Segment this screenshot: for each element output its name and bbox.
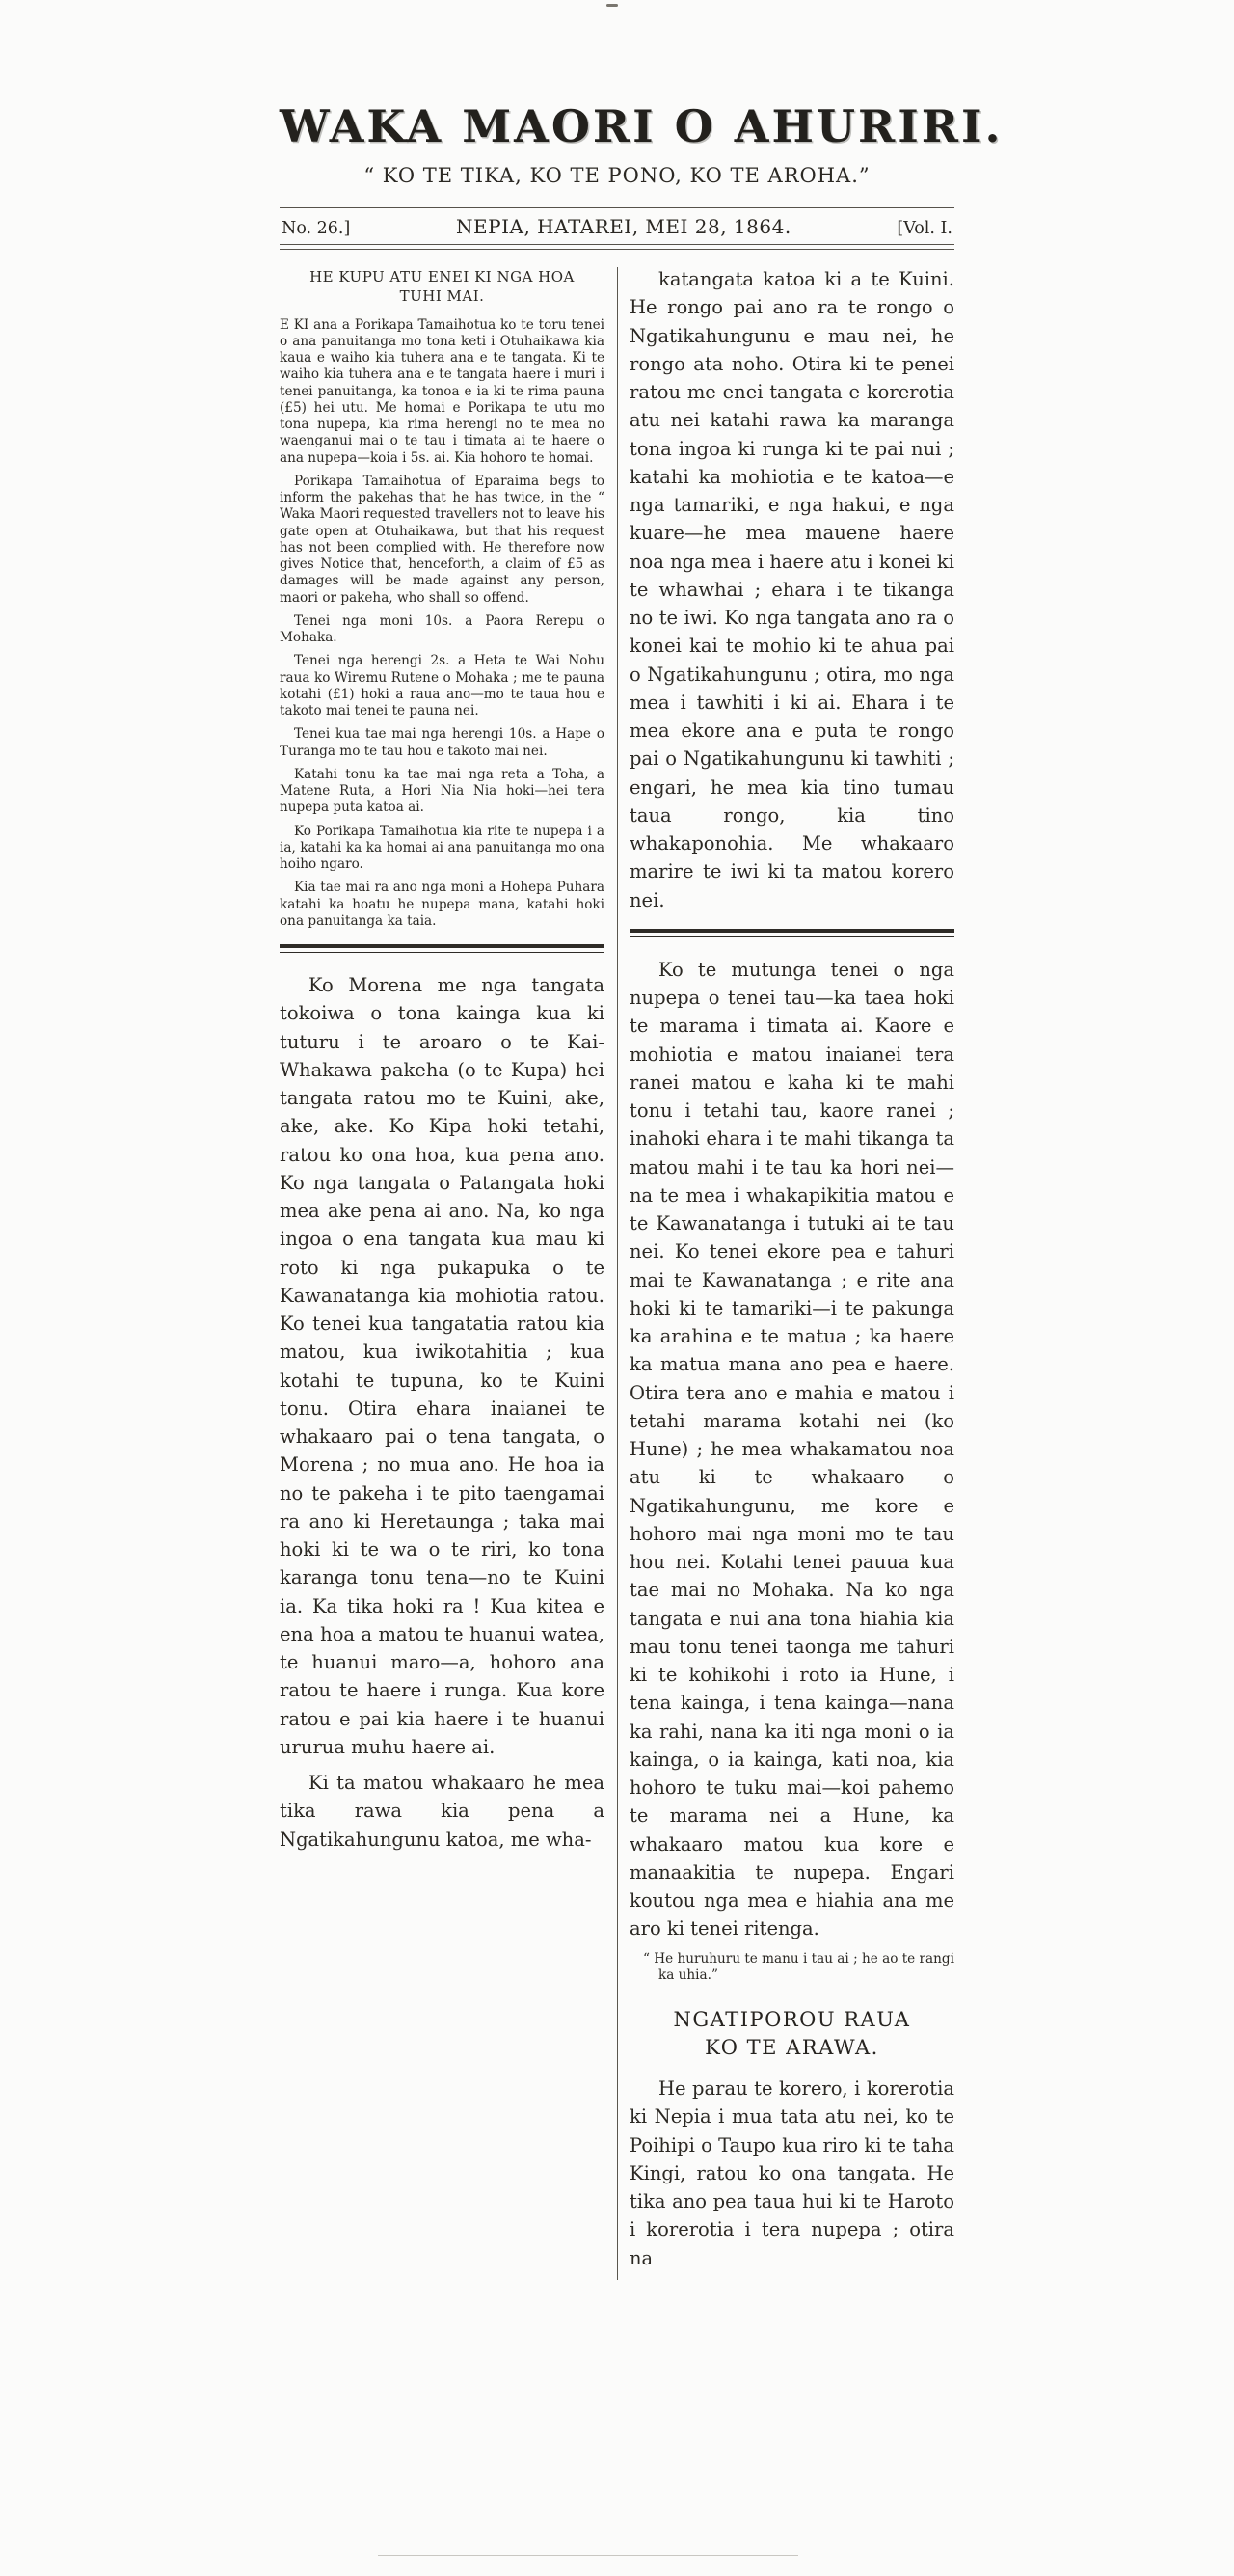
article-paragraph-ngatiporou: He parau te korero, i korerotia ki Nepia i mua tata atu nei, ko te Poihipi o Taupo kua riro ki te taha Kingi, ratou ko ona tangata. He tika ano pea taua hui ki te Haroto i korerotia i tera nupepa ; otira na: [630, 2077, 954, 2269]
article-heading-ngatiporou: NGATIPOROU RAUA KO TE ARAWA.: [673, 2008, 911, 2059]
notice-paragraph-3: Tenei nga moni 10s. a Paora Rerepu o Mohaka.: [280, 612, 604, 645]
article-paragraph-continuation: katangata katoa ki a te Kuini. He rongo pai ano ra te rongo o Ngatikahungunu e mau nei, he rongo ata noho. Otira ki te penei ratou me enei tangata e korerotia atu nei katahi rawa ka maranga tona ingoa ki runga ki te pai nui ; katahi ka mohiotia e te katoa—e nga tamariki, e nga hakui, e nga kuare—he mea mauene haere noa nga mea i haere atu i konei ki te whawhai ; ehara i te tikanga no te iwi. Ko nga tangata ano ra o konei kai te mohio ki te ahua pai o Ngatikahungunu ; otira, mo nga mea i tawhiti i ki ai. Ehara i te mea ekore ana e puta te rongo pai o Ngatikahungunu ki tawhiti ; engari, he mea kia tino tumau taua rongo, kia tino whakaponohia. Me whakaaro marire te iwi ki ta matou korero nei.: [630, 268, 954, 911]
right-column: [630, 265, 954, 2280]
article-paragraph-mutunga: Ko te mutunga tenei o nga nupepa o tenei tau—ka taea hoki te marama i timata ai. Kaore e mohiotia e matou inaianei tera ranei matou e kaha ki te mahi tonu i tetahi tau, kaore ranei ; inahoki ehara i te mahi tikanga ta matou mahi i te tau ka hori nei—na te mea i whakapikitia matou e te Kawanatanga i tutuki ai te tau nei. Ko tenei ekore pea e tahuri mai te Kawanatanga ; e rite ana hoki ki te tamariki—i te pakunga ka arahina e te matua ; ka haere ka matua mana ano pea e haere. Otira tera ano e mahia e matou i tetahi marama kotahi nei (ko Hune) ; he mea whakamatou noa atu ki te whakaaro o Ngatikahungunu, me kore e hohoro mai nga moni mo te tau hou nei. Kotahi tenei pauua kua tae mai no Mohaka. Na ko nga tangata e nui ana tona hiahia kia mau tonu tenei taonga me tahuri ki te kohikohi i roto ia Hune, i tena kainga, i tena kainga—nana ka rahi, nana ka iti nga moni o ia kainga, o ia kainga, kati noa, kia hohoro te tuku mai—koi pahemo te marama nei a Hune, ka whakaaro matou kua kore e manaakitia te nupepa. Engari koutou nga mea e hiahia ana me aro ki tenei ritenga.: [630, 958, 954, 1940]
notice-paragraph-1: E KI ana a Porikapa Tamaihotua ko te toru tenei o ana panuitanga mo tona keti i Otuhaikawa kia kaua e waiho kia tuhera ana e te tangata. Ki te waiho kia tuhera ana e te tangata haere i muri i tenei panuitanga, ka tonoa e ia ki te rima pauna (£5) hei utu. Me homai e Porikapa te utu mo tona nupepa, kia rima herengi no te mea no waenganui mai o te tau i timata ai te haere o ana nupepa—koia i 5s. ai. Kia hohoro te homai.: [280, 316, 604, 466]
volume-number: [Vol. I.: [897, 219, 952, 238]
section-divider-rule: [630, 929, 954, 937]
notice-paragraph-8: Kia tae mai ra ano nga moni a Hohepa Puhara katahi ka hoatu he nupepa mana, katahi hoki ona panuitanga ka taia.: [280, 880, 604, 929]
section-heading-correspondence: HE KUPU ATU ENEI KI NGA HOA TUHI MAI.: [309, 268, 575, 306]
header-rule-bottom: [280, 244, 954, 250]
masthead-motto: “ KO TE TIKA, KO TE PONO, KO TE AROHA.”: [363, 164, 871, 187]
body-columns: [280, 265, 954, 2280]
notice-paragraph-4: Tenei nga herengi 2s. a Heta te Wai Nohu raua ko Wiremu Rutene o Mohaka ; me te pauna kotahi (£1) hoki a raua ano—mo te taua hou e takoto mai tenei te pauna nei.: [280, 653, 604, 719]
article-paragraph-morena: Ko Morena me nga tangata tokoiwa o tona kainga kua ki tuturu i te aroaro o te Kai-Whakawa pakeha (o te Kupa) hei tangata ratou mo te Kuini, ake, ake, ake. Ko Kipa hoki tetahi, ratou ko ona hoa, kua pena ano. Ko nga tangata o Patangata hoki mea ake pena ai ano. Na, ko nga ingoa o ena tangata kua mau ki roto ki nga pukapuka o te Kawanatanga kia mohiotia ratou. Ko tenei kua tangatatia ratou kia matou, kua iwikotahitia ; kua kotahi te tupuna, ko te Kuini tonu. Otira ehara inaianei te whakaaro pai o tena tangata, o Morena ; no mua ano. He hoa ia no te pakeha i te pito taengamai ra ano ki Heretaunga ; taka mai hoki ki te wa o te riri, ko tona karanga tonu tena—no te Kuini ia. Ka tika hoki ra ! Kua kitea e ena hoa a matou te huanui watea, te huanui maro—a, hohoro ana ratou te haere i runga. Kua kore ratou e pai kia haere i te huanui ururua muhu haere ai.: [280, 974, 604, 1758]
left-column: [280, 265, 604, 2280]
section-divider-rule: [280, 944, 604, 953]
article-paragraph-continues: Ki ta matou whakaaro he mea tika rawa kia pena a Ngatikahungunu katoa, me wha-: [280, 1772, 604, 1851]
newspaper-page: [280, 0, 1004, 2280]
notice-paragraph-7: Ko Porikapa Tamaihotua kia rite te nupepa i a ia, katahi ka ka homai ai ana panuitanga mo ona hoiho ngaro.: [280, 823, 604, 872]
masthead-title: WAKA MAORI O AHURIRI.: [280, 100, 1004, 152]
dateline-text: NEPIA, HATAREI, MEI 28, 1864.: [456, 215, 791, 238]
issue-number: No. 26.]: [282, 219, 351, 238]
notice-paragraph-6: Katahi tonu ka tae mai nga reta a Toha, a Matene Ruta, a Hori Nia Nia hoki—hei tera nupepa puta katoa ai.: [280, 766, 604, 816]
proverb-quote: “ He huruhuru te manu i tau ai ; he ao te rangi ka uhia.”: [643, 1950, 954, 1984]
notice-paragraph-5: Tenei kua tae mai nga herengi 10s. a Hape o Turanga mo te tau hou e takoto mai nei.: [280, 726, 604, 759]
column-divider: [604, 265, 630, 2280]
notice-paragraph-2: Porikapa Tamaihotua of Eparaima begs to inform the pakehas that he has twice, in the “ Waka Maori requested travellers not to leave his gate open at Otuhaikawa, but that his request has not been complied with. He therefore now gives Notice that, henceforth, a claim of £5 as damages will be made against any person, maori or pakeha, who shall so offend.: [280, 473, 604, 606]
dateline-row: [280, 208, 954, 244]
scan-artifact-bottom-line: [378, 2555, 798, 2556]
